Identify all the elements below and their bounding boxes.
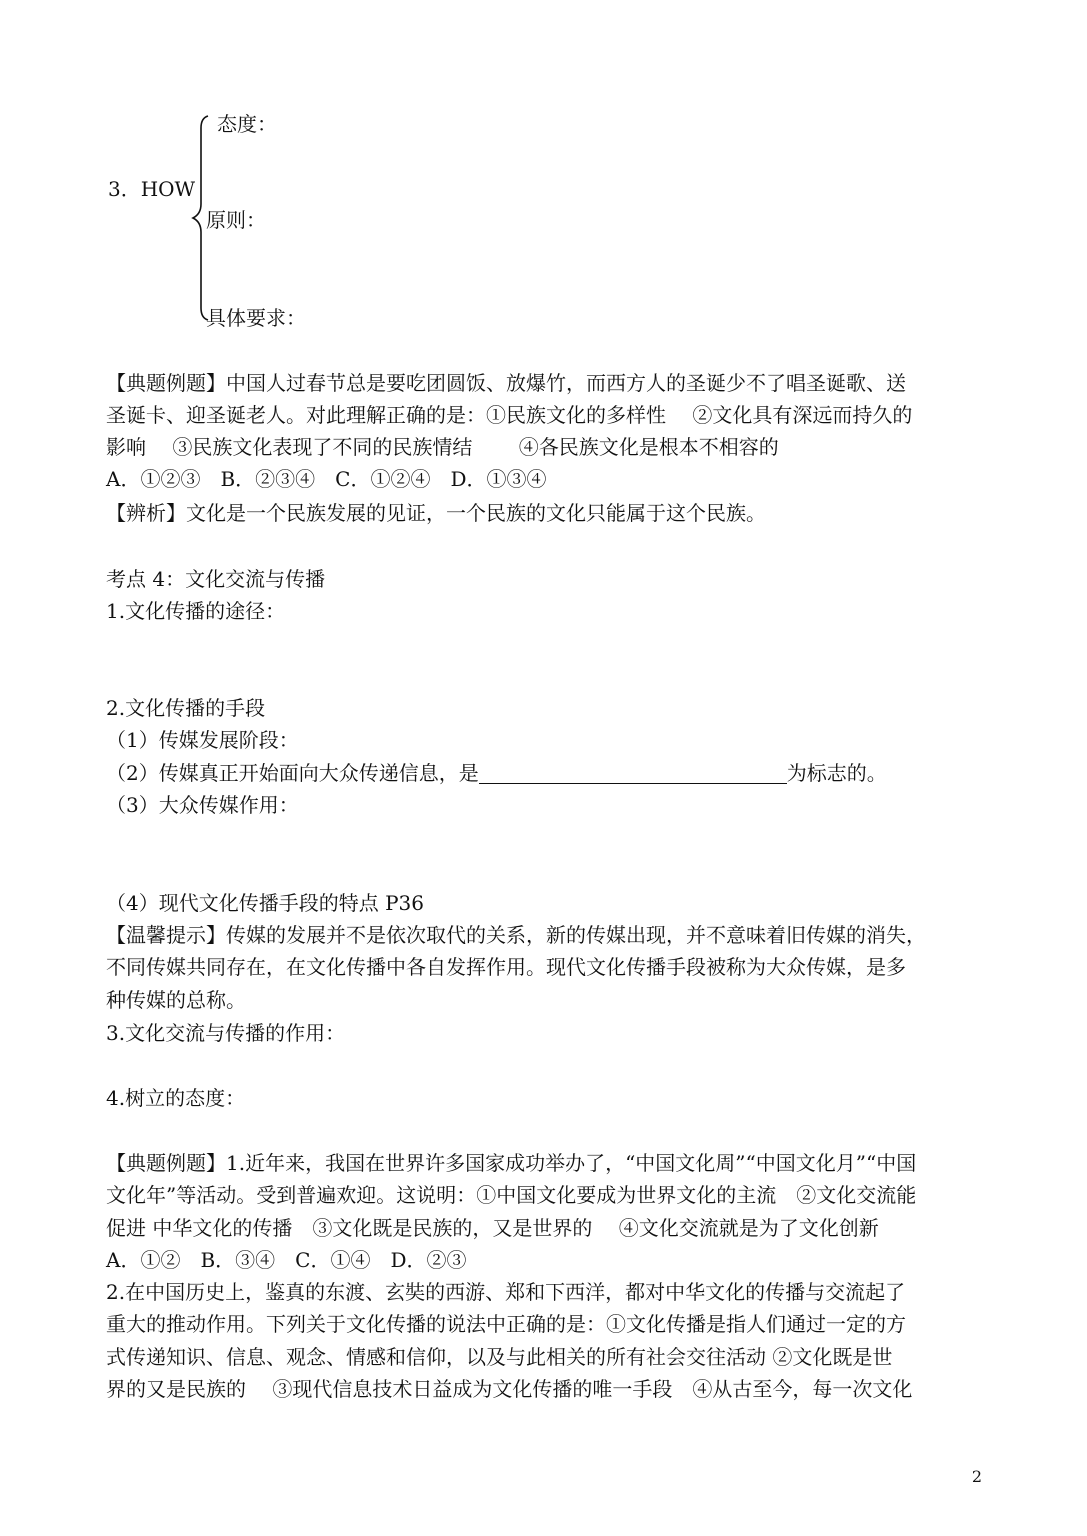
example1-line-1: 【典题例题】中国人过春节总是要吃团圆饭、放爆竹，而西方人的圣诞少不了唱圣诞歌、送 xyxy=(106,371,906,395)
point4-q2: 2.文化传播的手段 xyxy=(106,696,266,720)
tip-line-3: 种传媒的总称。 xyxy=(106,988,246,1012)
example2-line-8: 界的又是民族的 ③现代信息技术日益成为文化传播的唯一手段 ④从古至今，每一次文化 xyxy=(106,1377,913,1401)
point4-q1: 1.文化传播的途径： xyxy=(106,599,286,623)
fill-in-blank xyxy=(479,761,787,784)
tip-line-1: 【温馨提示】传媒的发展并不是依次取代的关系，新的传媒出现，并不意味着旧传媒的消失， xyxy=(106,923,926,947)
example2-line-2: 文化年”等活动。受到普遍欢迎。这说明：①中国文化要成为世界文化的主流 ②文化交流能 xyxy=(106,1183,917,1207)
point4-title: 考点 4：文化交流与传播 xyxy=(106,567,326,591)
tip-line-2: 不同传媒共同存在，在文化传播中各自发挥作用。现代文化传播手段被称为大众传媒，是多 xyxy=(106,955,906,979)
example2-line-3: 促进 中华文化的传播 ③文化既是民族的，又是世界的 ④文化交流就是为了文化创新 xyxy=(106,1216,879,1240)
example2-line-7: 式传递知识、信息、观念、情感和信仰，以及与此相关的所有社会交往活动 ②文化既是世 xyxy=(106,1345,893,1369)
point4-sub1: （1）传媒发展阶段： xyxy=(106,728,299,752)
example1-line-3: 影响 ③民族文化表现了不同的民族情结 ④各民族文化是根本不相容的 xyxy=(106,435,779,459)
point4-sub2 xyxy=(106,757,986,789)
example2-options: A．①② B．③④ C．①④ D．②③ xyxy=(106,1248,467,1272)
point4-sub2-before: （2）传媒真正开始面向大众传递信息，是 xyxy=(106,761,479,785)
example1-options: A．①②③ B．②③④ C．①②④ D．①③④ xyxy=(106,467,547,491)
question-4: 4.树立的态度： xyxy=(106,1086,246,1110)
how-item-requirements: 具体要求： xyxy=(206,306,306,330)
point4-sub4: （4）现代文化传播手段的特点 P36 xyxy=(106,891,424,915)
example2-line-1: 【典题例题】1.近年来，我国在世界许多国家成功举办了，“中国文化周”“中国文化月”“中国 xyxy=(106,1151,917,1175)
example1-line-2: 圣诞卡、迎圣诞老人。对此理解正确的是：①民族文化的多样性 ②文化具有深远而持久的 xyxy=(106,403,913,427)
page-number: 2 xyxy=(971,1467,982,1486)
question-3: 3.文化交流与传播的作用： xyxy=(106,1021,346,1045)
how-label: 3．HOW xyxy=(108,177,196,201)
point4-sub2-after: 为标志的。 xyxy=(786,761,887,785)
analysis-text: 【辨析】文化是一个民族发展的见证，一个民族的文化只能属于这个民族。 xyxy=(106,501,766,525)
how-item-attitude: 态度： xyxy=(217,112,277,136)
example2-line-6: 重大的推动作用。下列关于文化传播的说法中正确的是：①文化传播是指人们通过一定的方 xyxy=(106,1312,906,1336)
example2-line-5: 2.在中国历史上，鉴真的东渡、玄奘的西游、郑和下西洋，都对中华文化的传播与交流起了 xyxy=(106,1280,906,1304)
point4-sub3: （3）大众传媒作用： xyxy=(106,793,299,817)
how-item-principle: 原则： xyxy=(206,208,266,232)
